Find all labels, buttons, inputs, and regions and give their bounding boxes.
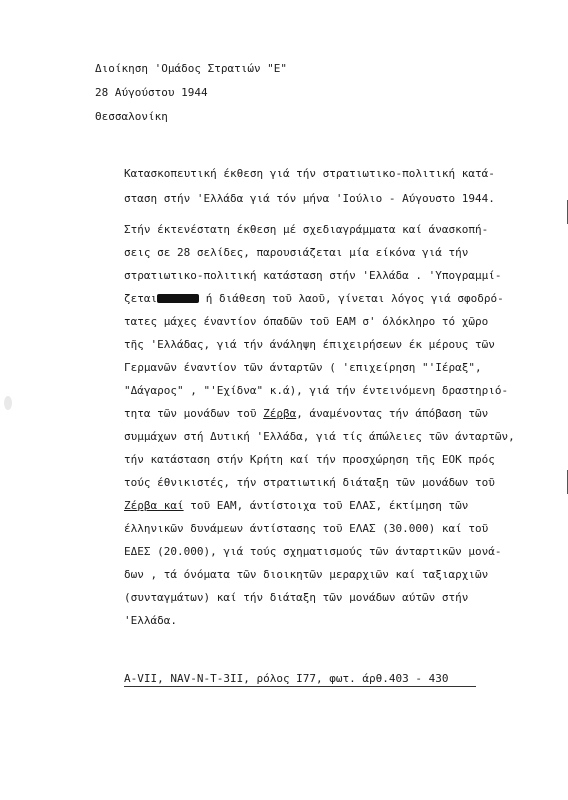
text-fragment: τητα τῶν μονάδων τοῦ [124, 407, 264, 420]
body-line: δων , τά όνόματα τῶν διοικητῶν μεραρχιῶν καί ταξιαρχιῶν [124, 568, 489, 581]
punch-hole-mark [4, 396, 12, 410]
redaction-mark [157, 294, 199, 303]
text-fragment: ζεται [124, 292, 158, 305]
body-line: τατες μάχες έναντίον όπαδῶν τοῦ ΕΑΜ σ' όλόκληρο τό χῶρο [124, 315, 489, 328]
body-line: Γερμανῶν έναντίον τῶν άνταρτῶν ( 'επιχείρηση "'Ιέραξ", [124, 361, 482, 374]
body-line: Κατασκοπευτική έκθεση γιά τήν στρατιωτικο-πολιτική κατά- [124, 167, 495, 180]
text-fragment: ή διάθεση τοῦ λαοῦ, γίνεται λόγος γιά σφοδρό- [199, 292, 504, 305]
header-command: Διοίκηση 'Ομάδος Στρατιών "Ε" [95, 62, 288, 75]
body-line [124, 499, 468, 513]
body-line: τούς έθνικιστές, τήν στρατιωτική διάταξη τῶν μονάδων τοῦ [124, 476, 495, 489]
underlined-name: Ζέρβα [263, 407, 297, 420]
body-line: (συνταγμάτων) καί τήν διάταξη τῶν μονάδων αύτῶν στήν [124, 591, 469, 604]
body-line: τῆς 'Ελλάδας, γιά τήν άνάληψη έπιχειρήσεων έκ μέρους τῶν [124, 338, 495, 351]
text-fragment: τοῦ ΕΑΜ, άντίστοιχα τοῦ ΕΛΑΣ, έκτίμηση τῶν [183, 499, 469, 512]
body-line: σεις σε 28 σελίδες, παρουσιάζεται μία είκόνα γιά τήν [124, 246, 469, 259]
body-line: στρατιωτικο-πολιτική κατάσταση στήν 'Ελλάδα . 'Υπογραμμί- [124, 269, 502, 282]
header-date: 28 Αύγούστου 1944 [95, 86, 208, 99]
body-line: 'Ελλάδα. [124, 614, 177, 627]
body-line: ΕΔΕΣ (20.000), γιά τούς σχηματισμούς τῶν άνταρτικῶν μονά- [124, 545, 502, 558]
body-line: "Δάγαρος" , "'Εχίδνα" κ.ά), γιά τήν έντεινόμενη δραστηριό- [124, 384, 509, 397]
body-line: Στήν έκτενέστατη έκθεση μέ σχεδιαγράμματα καί άνασκοπή- [124, 223, 489, 236]
header-place: Θεσσαλονίκη [95, 110, 168, 123]
body-line: σταση στήν 'Ελλάδα γιά τόν μήνα 'Ιούλιο - Αύγουστο 1944. [124, 192, 495, 205]
body-line: τήν κατάσταση στήν Κρήτη καί τήν προσχώρηση τῆς ΕΟΚ πρός [124, 453, 495, 466]
underlined-name: Ζέρβα καί [124, 499, 184, 512]
body-line [124, 407, 488, 421]
body-line: συμμάχων στή Δυτική 'Ελλάδα, γιά τίς άπώλειες τῶν άνταρτῶν, [124, 430, 515, 443]
body-line [124, 292, 504, 306]
body-line: έλληνικῶν δυνάμεων άντίστασης τοῦ ΕΛΑΣ (30.000) καί τοῦ [124, 522, 489, 535]
archive-reference: A-VII, NAV-N-T-3II, ρόλος I77, φωτ. άρθ.403 - 430 [124, 672, 449, 685]
text-fragment: , άναμένοντας τήν άπόβαση τῶν [296, 407, 489, 420]
footer-underline [124, 686, 476, 687]
